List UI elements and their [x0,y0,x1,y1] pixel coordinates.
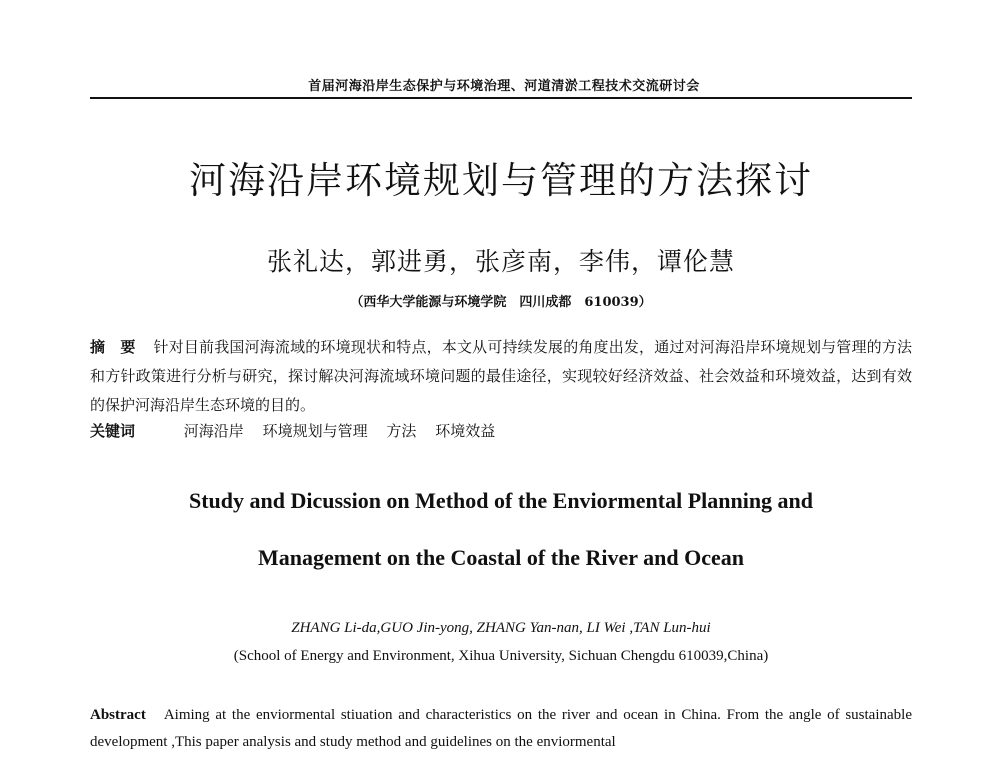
keyword: 环境效益 [435,422,496,440]
chinese-title: 河海沿岸环境规划与管理的方法探讨 [189,159,813,202]
chinese-keywords [90,420,912,441]
english-abstract-text: Aiming at the enviormental stiuation and characteristics on the river and ocean in China. From the angle of sustainable development ,This paper analysis and study method and guidelines on the enviormental [90,707,912,750]
keyword: 方法 [386,422,417,440]
keyword: 环境规划与管理 [262,422,368,440]
chinese-abstract-text: 针对目前我国河海流域的环境现状和特点，本文从可持续发展的角度出发，通过对河海沿岸环境规划与管理的方法和方针政策进行分析与研究，探讨解决河海流域环境问题的最佳途径，实现较好经济效益、社会效益和环境效益，达到有效的保护河海沿岸生态环境的目的。 [90,338,912,414]
chinese-keywords-label: 关键词 [90,422,136,440]
english-title-line1: Study and Dicussion on Method of the Enviormental Planning and [188,488,814,513]
header-rule [90,97,912,99]
english-abstract [90,702,912,756]
keyword: 河海沿岸 [183,422,244,440]
chinese-authors: 张礼达，郭进勇，张彦南，李伟，谭伦慧 [266,247,735,276]
chinese-abstract-label: 摘 要 [90,338,136,356]
english-affiliation: (School of Energy and Environment, Xihua University, Sichuan Chengdu 610039,China) [233,648,769,664]
english-authors: ZHANG Li-da,GUO Jin-yong, ZHANG Yan-nan, LI Wei ,TAN Lun-hui [291,620,711,636]
conference-header: 首届河海沿岸生态保护与环境治理、河道清淤工程技术交流研讨会 [308,79,700,94]
chinese-affiliation: （西华大学能源与环境学院 四川成都 610039） [350,295,652,310]
english-title-line2: Management on the Coastal of the River and Ocean [258,545,744,570]
chinese-abstract [90,333,912,420]
english-abstract-label: Abstract [90,707,146,723]
